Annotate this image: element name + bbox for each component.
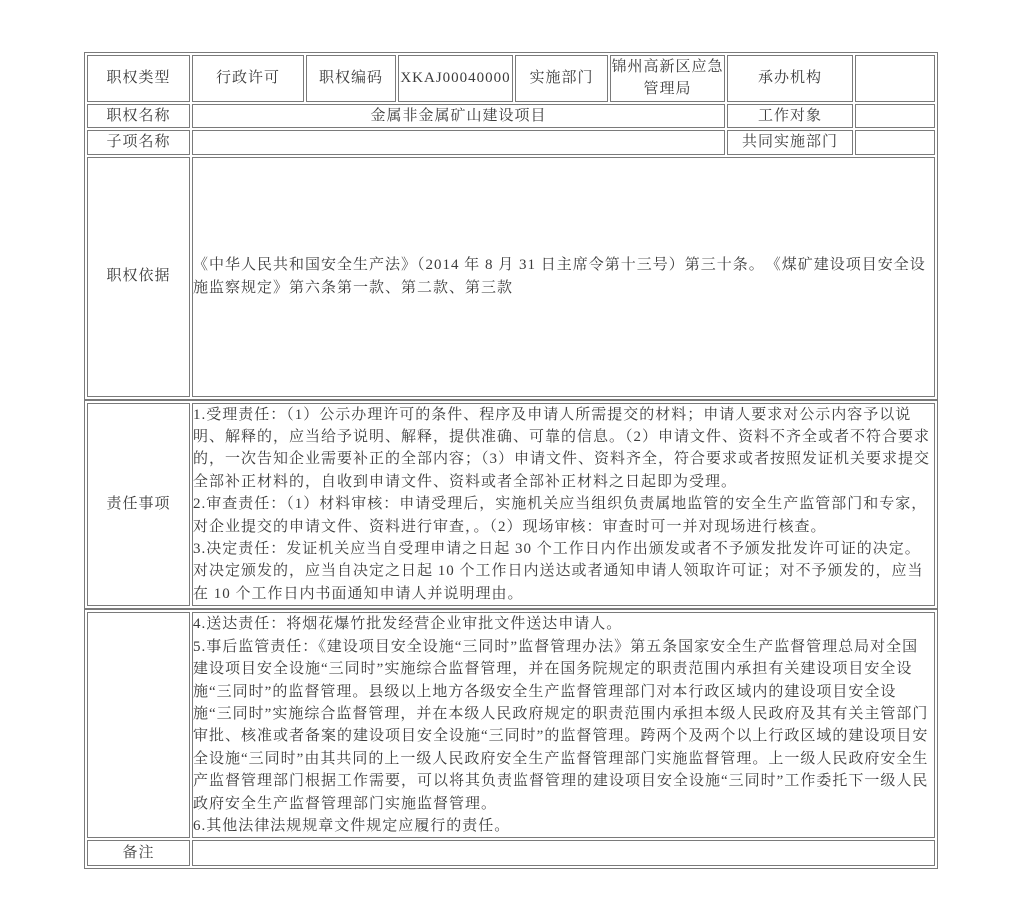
duty-items-continued-label xyxy=(87,612,190,838)
duty-items-continued-table xyxy=(84,609,938,869)
table-row-duty-items xyxy=(87,403,935,607)
authority-name-value: 金属非金属矿山建设项目 xyxy=(192,104,725,128)
remark-label: 备注 xyxy=(87,840,190,866)
authority-type-label: 职权类型 xyxy=(87,55,190,102)
authority-basis-value: 《中华人民共和国安全生产法》（2014 年 8 月 31 日主席令第十三号）第三十条。 《煤矿建设项目安全设施监察规定》第六条第一款、第二款、第三款 xyxy=(192,157,935,397)
authority-code-value: XKAJ00040000 xyxy=(398,55,513,102)
remark-value xyxy=(192,840,935,866)
duty-item-6: 6.其他法律法规规章文件规定应履行的责任。 xyxy=(193,817,511,834)
work-object-value xyxy=(855,104,935,128)
duty-item-2: 2.审查责任：（1）材料审核：申请受理后，实施机关应当组织负责属地监管的安全生产监管部门和专家，对企业提交的申请文件、资料进行审查，。（2）现场审核：审查时可一并对现场进行核查。 xyxy=(193,496,928,535)
handling-agency-label: 承办机构 xyxy=(727,55,853,102)
duty-items-table xyxy=(84,400,938,610)
co-implement-dept-value xyxy=(855,130,935,154)
authority-info-table xyxy=(84,52,938,400)
duty-item-4: 4.送达责任：将烟花爆竹批发经营企业审批文件送达申请人。 xyxy=(193,616,623,633)
table-row-subitem-name xyxy=(87,130,935,154)
handling-agency-value xyxy=(855,55,935,102)
table-row-duty-items-continued xyxy=(87,612,935,838)
implement-dept-value: 锦州高新区应急管理局 xyxy=(610,55,725,102)
duty-items-continued-content xyxy=(192,612,935,838)
authority-name-label: 职权名称 xyxy=(87,104,190,128)
table-row-authority-basis xyxy=(87,157,935,397)
duty-item-1: 1.受理责任：（1）公示办理许可的条件、程序及申请人所需提交的材料；申请人要求对公示内容予以说明、解释的，应当给予说明、解释，提供准确、可靠的信息。（2）申请文件、资料不齐全或者不符合要求的，一次告知企业需要补正的全部内容；（3）申请文件、资料齐全，符合要求或者按照发证机关要求提交全部补正材料的，自收到申请文件、资料或者全部补正材料之日起即为受理。 xyxy=(193,406,931,490)
subitem-name-value xyxy=(192,130,725,154)
duty-items-label: 责任事项 xyxy=(87,403,190,607)
table-row-remark xyxy=(87,840,935,866)
implement-dept-label: 实施部门 xyxy=(515,55,608,102)
authority-code-label: 职权编码 xyxy=(306,55,396,102)
duty-item-3: 3.决定责任：发证机关应当自受理申请之日起 30 个工作日内作出颁发或者不予颁发批发许可证的决定。对决定颁发的，应当自决定之日起 10 个工作日内送达或者通知申请人领取许可证；对不予颁发的，应当在 10 个工作日内书面通知申请人并说明理由。 xyxy=(193,541,924,602)
work-object-label: 工作对象 xyxy=(727,104,853,128)
duty-items-content xyxy=(192,403,935,607)
authority-type-value: 行政许可 xyxy=(192,55,304,102)
subitem-name-label: 子项名称 xyxy=(87,130,190,154)
authority-document xyxy=(84,52,940,869)
authority-basis-label: 职权依据 xyxy=(87,157,190,397)
table-row-header xyxy=(87,55,935,102)
co-implement-dept-label: 共同实施部门 xyxy=(727,130,853,154)
duty-item-5: 5.事后监管责任：《建设项目安全设施“三同时”监督管理办法》第五条国家安全生产监督管理总局对全国建设项目安全设施“三同时”实施综合监督管理，并在国务院规定的职责范围内承担有关建设项目安全设施“三同时”的监督管理。县级以上地方各级安全生产监督管理部门对本行政区域内的建设项目安全设施“三同时”实施综合监督管理，并在本级人民政府规定的职责范围内承担本级人民政府及其有关主管部门审批、核准或者备案的建设项目安全设施“三同时”的监督管理。跨两个及两个以上行政区域的建设项目安全设施“三同时”由其共同的上一级人民政府安全生产监督管理部门实施监督管理。上一级人民政府安全生产监督管理部门根据工作需要，可以将其负责监督管理的建设项目安全设施“三同时”工作委托下一级人民政府安全生产监督管理部门实施监督管理。 xyxy=(193,638,929,812)
table-row-authority-name xyxy=(87,104,935,128)
